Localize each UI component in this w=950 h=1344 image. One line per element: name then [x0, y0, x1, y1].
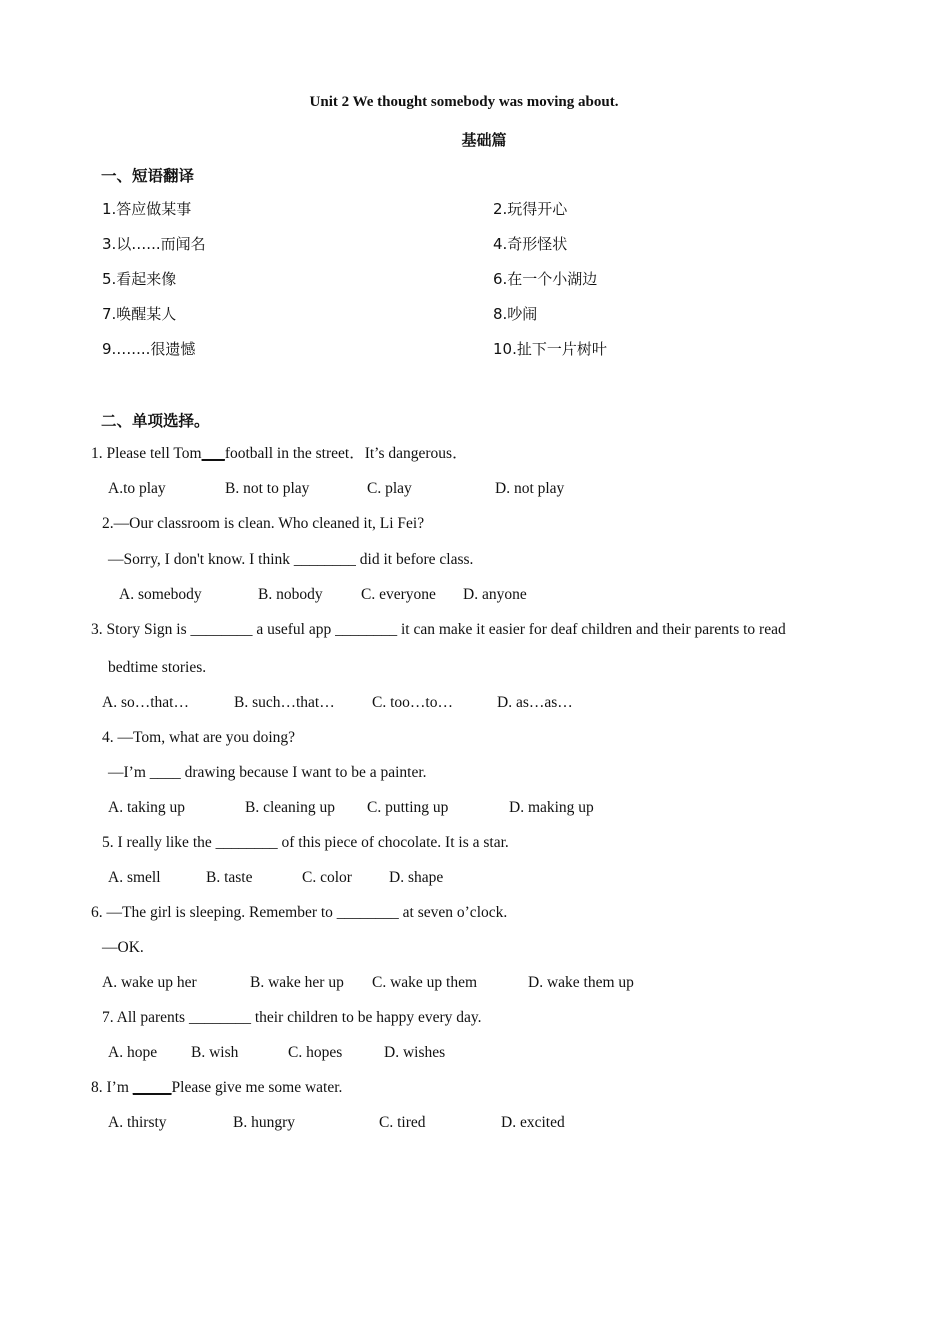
option-b: B. wake her up	[250, 974, 344, 991]
option-d: D. as…as…	[497, 694, 573, 711]
option-b: B. taste	[206, 869, 253, 886]
option-c: C. color	[302, 869, 352, 886]
question-6-line-2: —OK.	[102, 939, 144, 956]
question-1	[91, 444, 468, 464]
page-subtitle: 基础篇	[461, 131, 507, 149]
option-b: B. nobody	[258, 586, 323, 603]
option-d: D. wake them up	[528, 974, 634, 991]
option-b: B. not to play	[225, 480, 310, 497]
option-b: B. such…that…	[234, 694, 335, 711]
option-a: A. wake up her	[102, 974, 197, 991]
phrase-item: 6.在一个小湖边	[493, 270, 598, 288]
phrase-item: 10.扯下一片树叶	[493, 340, 607, 358]
option-b: B. hungry	[233, 1114, 295, 1131]
phrase-item: 2.玩得开心	[493, 200, 568, 218]
question-text: 1. Please tell Tom	[91, 445, 202, 462]
option-d: D. wishes	[384, 1044, 446, 1061]
page-title: Unit 2 We thought somebody was moving about.	[309, 94, 619, 110]
question-4: 4. —Tom, what are you doing?	[102, 729, 296, 746]
option-c: C. putting up	[367, 799, 449, 816]
option-b: B. wish	[191, 1044, 239, 1061]
question-3: 3. Story Sign is ________ a useful app ________ it can make it easier for deaf children and their parents to read	[91, 621, 786, 638]
section-1-heading: 一、短语翻译	[101, 167, 195, 185]
question-6: 6. —The girl is sleeping. Remember to ________ at seven o’clock.	[91, 904, 508, 921]
option-a: A. hope	[108, 1044, 158, 1061]
option-b: B. cleaning up	[245, 799, 335, 816]
phrase-item: 4.奇形怪状	[493, 235, 568, 253]
section-2-heading: 二、单项选择。	[101, 412, 210, 430]
phrase-item: 3.以…...而闻名	[102, 235, 206, 253]
phrase-item: 1.答应做某事	[102, 200, 192, 218]
question-3-line-2: bedtime stories.	[108, 659, 207, 676]
question-7: 7. All parents ________ their children to be happy every day.	[102, 1009, 482, 1026]
question-2: 2.—Our classroom is clean. Who cleaned it, Li Fei?	[102, 515, 425, 532]
phrase-item: 7.唤醒某人	[102, 305, 177, 323]
phrase-item: 9.…....很遗憾	[102, 340, 196, 358]
option-c: C. hopes	[288, 1044, 343, 1061]
option-a: A. somebody	[119, 586, 202, 603]
option-d: D. not play	[495, 480, 565, 497]
question-2-line-2: —Sorry, I don't know. I think ________ did it before class.	[108, 551, 474, 568]
option-d: D. making up	[509, 799, 594, 816]
phrase-item: 8.吵闹	[493, 305, 538, 323]
question-text: Please give me some water.	[171, 1079, 343, 1096]
answer-blank: _____	[132, 1079, 172, 1096]
question-8	[91, 1078, 342, 1098]
phrase-item: 5.看起来像	[102, 270, 177, 288]
option-c: C. wake up them	[372, 974, 478, 991]
option-a: A. so…that…	[102, 694, 189, 711]
question-5: 5. I really like the ________ of this piece of chocolate. It is a star.	[102, 834, 509, 851]
question-4-line-2: —I’m ____ drawing because I want to be a painter.	[108, 764, 427, 781]
option-d: D. shape	[389, 869, 444, 886]
option-a: A. thirsty	[108, 1114, 167, 1131]
question-text: football in the street．It’s dangerous．	[224, 445, 468, 462]
option-c: C. everyone	[361, 586, 436, 603]
option-c: C. tired	[379, 1114, 426, 1131]
option-c: C. play	[367, 480, 412, 497]
option-d: D. anyone	[463, 586, 527, 603]
option-c: C. too…to…	[372, 694, 453, 711]
option-a: A.to play	[108, 480, 166, 497]
option-a: A. smell	[108, 869, 161, 886]
option-a: A. taking up	[108, 799, 186, 816]
question-text: 8. I’m	[91, 1079, 133, 1096]
answer-blank: ___	[201, 445, 225, 462]
option-d: D. excited	[501, 1114, 565, 1131]
